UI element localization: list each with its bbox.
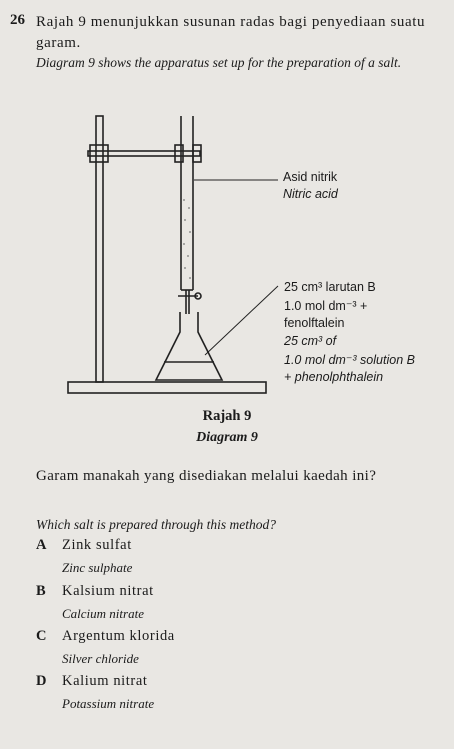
option-english: Potassium nitrate: [62, 696, 155, 711]
prompt-english: Which salt is prepared through this method?: [36, 517, 276, 532]
apparatus-drawing: [0, 100, 454, 450]
option-malay: Kalsium nitrat: [62, 583, 154, 599]
option-letter: C: [36, 628, 47, 644]
option-english: Silver chloride: [62, 651, 139, 666]
prompt-malay: Garam manakah yang disediakan melalui kaedah ini?: [36, 468, 377, 484]
diagram-caption-english: Diagram 9: [196, 430, 258, 445]
option-malay: Zink sulfat: [62, 537, 132, 553]
label-acid-english: Nitric acid: [283, 187, 338, 201]
label-solution-line3: fenolftalein: [284, 316, 345, 330]
label-acid-malay: Asid nitrik: [283, 170, 338, 184]
boss-head: [90, 145, 108, 162]
option-english: Calcium nitrate: [62, 606, 144, 621]
option-letter: D: [36, 673, 47, 689]
label-solution-line1: 25 cm³ larutan B: [284, 280, 376, 294]
label-solution-line5: 1.0 mol dm⁻³ solution B: [284, 353, 415, 367]
question-stem-english: Diagram 9 shows the apparatus set up for the preparation of a salt.: [36, 55, 402, 70]
question-number: 26: [10, 12, 25, 28]
conical-flask: [156, 312, 222, 380]
pointer-solution: [205, 286, 278, 355]
diagram-caption-malay: Rajah 9: [202, 408, 252, 424]
option-malay: Argentum klorida: [62, 628, 175, 644]
option-letter: A: [36, 537, 47, 553]
label-solution-line2: 1.0 mol dm⁻³ +: [284, 299, 368, 313]
option-malay: Kalium nitrat: [62, 673, 148, 689]
option-english: Zinc sulphate: [62, 560, 133, 575]
question-stem-malay: Rajah 9 menunjukkan susunan radas bagi penyediaan suatu garam.: [36, 14, 426, 51]
apparatus-diagram: [0, 100, 454, 450]
stand-base: [68, 382, 266, 393]
option-letter: B: [36, 583, 46, 599]
label-solution-line4: 25 cm³ of: [284, 334, 337, 348]
label-solution-line6: + phenolphthalein: [284, 370, 384, 384]
